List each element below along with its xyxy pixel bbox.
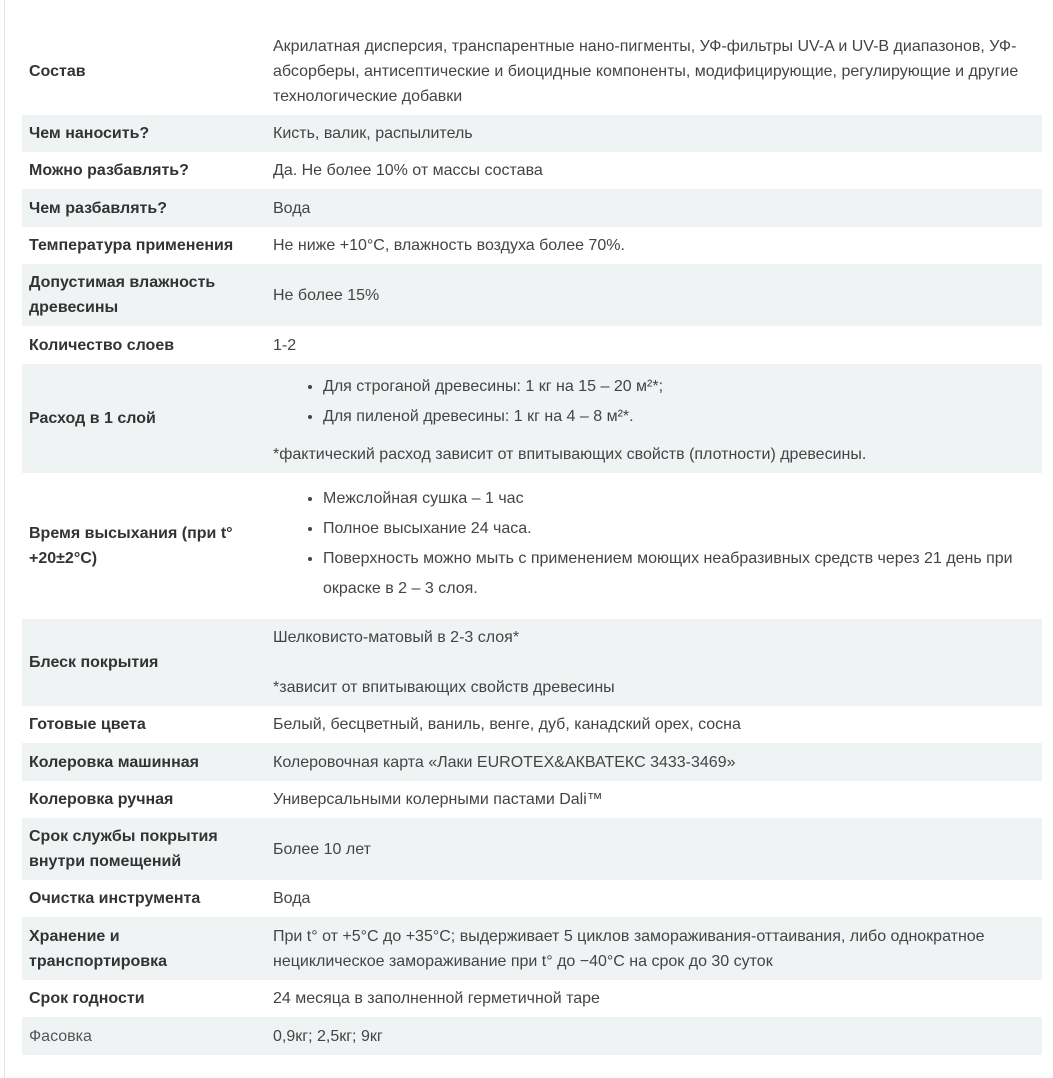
row-value: 24 месяца в заполненной герметичной таре — [273, 990, 600, 1007]
table-row — [22, 917, 1042, 980]
table-row — [22, 706, 1042, 743]
row-value: При t° от +5°С до +35°С; выдерживает 5 циклов замораживания-оттаивания, либо однократное нециклическое замораживание при t° до −40°С на срок до 30 суток — [266, 917, 1042, 980]
row-label: Чем наносить? — [22, 115, 266, 152]
list-item: • Поверхность можно мыть с применением моющих неабразивных средств через 21 день при окраске в 2 – 3 слоя. — [323, 544, 1035, 604]
list-item: • Для пиленой древесины: 1 кг на 4 – 8 м²*. — [323, 402, 1035, 432]
footnote: *фактический расход зависит от впитывающих свойств (плотности) древесины. — [273, 446, 867, 463]
row-value — [266, 473, 1042, 619]
table-row — [22, 28, 1042, 115]
table-row — [22, 189, 1042, 227]
list-item: • Полное высыхание 24 часа. — [323, 514, 1035, 544]
row-label: Срок годности — [29, 990, 145, 1007]
list-item: • Для строганой древесины: 1 кг на 15 – 20 м²*; — [323, 372, 1035, 402]
row-label: Готовые цвета — [29, 716, 146, 733]
row-value-text: Шелковисто-матовый в 2-3 слоя* — [273, 629, 520, 646]
table-row — [22, 619, 1042, 706]
row-label: Состав — [29, 63, 86, 80]
row-label: Температура применения — [29, 237, 234, 254]
row-label: Расход в 1 слой — [22, 364, 266, 473]
row-value: Да. Не более 10% от массы состава — [273, 162, 543, 179]
table-row — [22, 880, 1042, 917]
row-value — [266, 619, 1042, 706]
row-label: Допустимая влажность древесины — [22, 264, 266, 326]
row-value: Не ниже +10°С, влажность воздуха более 70%. — [273, 237, 625, 254]
row-value: Белый, бесцветный, ваниль, венге, дуб, канадский орех, сосна — [273, 716, 741, 733]
row-label: Колеровка ручная — [29, 791, 174, 808]
table-row — [22, 781, 1042, 818]
specifications-table — [22, 28, 1042, 1055]
row-value — [266, 364, 1042, 473]
table-row — [22, 743, 1042, 781]
row-value: Колеровочная карта «Лаки EUROTEX&АКВАТЕКС 3433-3469» — [266, 743, 1042, 781]
row-label: Количество слоев — [29, 336, 175, 354]
footnote: *зависит от впитывающих свойств древесины — [273, 679, 615, 696]
row-label: Фасовка — [22, 1017, 266, 1055]
row-label: Чем разбавлять? — [22, 189, 266, 227]
table-row — [22, 980, 1042, 1017]
row-label: Колеровка машинная — [22, 743, 266, 781]
table-row — [22, 115, 1042, 152]
bullet-list — [273, 484, 1035, 604]
table-row — [22, 227, 1042, 264]
row-label: Хранение и транспортировка — [22, 917, 266, 980]
row-label: Можно разбавлять? — [29, 162, 189, 179]
row-value: Более 10 лет — [266, 818, 1042, 880]
table-row — [22, 326, 1042, 364]
row-value: Вода — [273, 890, 311, 907]
row-value: Акрилатная дисперсия, транспарентные нано-пигменты, УФ-фильтры UV-A и UV-B диапазонов, УФ-абсорберы, антисептические и биоцидные компоненты, модифицирующие, регулирующие и другие технологические добавки — [273, 38, 1019, 105]
table-row — [22, 364, 1042, 473]
row-value: Не более 15% — [266, 264, 1042, 326]
row-label: Блеск покрытия — [22, 619, 266, 706]
row-value: 1-2 — [273, 336, 297, 354]
row-label: Очистка инструмента — [29, 890, 201, 907]
table-row — [22, 473, 1042, 619]
row-value: Вода — [266, 189, 1042, 227]
list-item: • Межслойная сушка – 1 час — [323, 484, 1035, 514]
row-label: Время высыхания (при t° +20±2°С) — [29, 525, 233, 567]
page-left-border — [4, 0, 5, 1078]
table-row — [22, 1017, 1042, 1055]
row-value: Универсальными колерными пастами Dali™ — [273, 791, 603, 808]
table-row — [22, 152, 1042, 189]
table-row — [22, 264, 1042, 326]
row-label: Срок службы покрытия внутри помещений — [22, 818, 266, 880]
bullet-list — [273, 372, 1035, 432]
row-value: 0,9кг; 2,5кг; 9кг — [266, 1017, 1042, 1055]
row-value: Кисть, валик, распылитель — [266, 115, 1042, 152]
table-row — [22, 818, 1042, 880]
